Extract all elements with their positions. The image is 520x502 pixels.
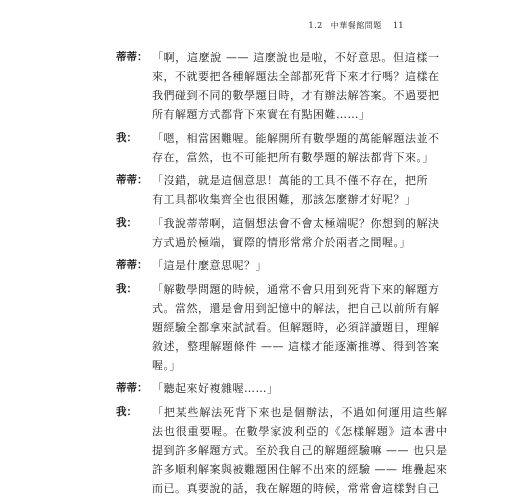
dialogue-turn	[116, 403, 448, 498]
speech-line: 喔。」	[152, 358, 181, 372]
speech-line: 許多順利解案與被難題困住解不出來的經驗 —— 堆疊起來	[152, 462, 448, 476]
speech-text	[152, 129, 440, 167]
speaker-label: 蒂蒂：	[116, 51, 148, 63]
speech-line: 所有解題方式都背下來實在有點困難……」	[152, 108, 371, 121]
dialogue-turn	[116, 171, 428, 209]
speaker-label: 我：	[116, 405, 137, 418]
dialogue-turn	[116, 129, 440, 167]
dialogue-turn	[116, 379, 409, 398]
speech-line: 而已。真要說的話，我在解題的時候，常常會這樣對自己	[152, 481, 440, 495]
speech-line: 「聽起來好複雜喔……」	[152, 382, 279, 395]
speaker-label: 我：	[116, 216, 137, 229]
speech-line: 題經驗全都拿來試試看。但解題時，必須詳讀題目，理解	[152, 320, 440, 334]
speech-line: 法也很重要喔。在數學家波利亞的《怎樣解題》這本書中	[152, 424, 448, 438]
speech-line: 我們碰到不同的數學題目時，才有辦法解答案。不過要把	[152, 89, 440, 102]
speech-line: 方式過於極端，實際的情形常常介於兩者之間喔。」	[152, 235, 411, 249]
speech-line: 「解數學問題的時候，通常不會只用到死背下來的解題方	[152, 282, 440, 296]
speech-line: 提到許多解題方式。至於我自己的解題經驗嘛 —— 也只是	[152, 443, 448, 457]
speech-text	[152, 256, 409, 275]
speech-line: 有工具都收集齊全也很困難，那該怎麼辦才好呢？」	[152, 193, 417, 206]
speaker-label: 蒂蒂：	[116, 259, 148, 271]
speech-text	[152, 379, 409, 398]
speech-line: 來，不就要把各種解題法全部都死背下來才行嗎？這樣在	[152, 70, 440, 83]
running-header	[308, 20, 404, 31]
speech-line: 「把某些解法死背下來也是個辦法，不過如何運用這些解	[152, 405, 448, 419]
speech-line: 「沒錯，就是這個意思！萬能的工具不僅不存在，把所	[152, 174, 428, 187]
speech-line: 敘述，整理解題條件 —— 這樣才能逐漸推導、得到答案	[152, 339, 440, 353]
dialogue-turn	[116, 256, 409, 275]
speaker-label: 我：	[116, 131, 137, 144]
speech-line: 「我說蒂蒂啊，這個想法會不會太極端呢？你想到的解決	[152, 216, 440, 230]
speech-text	[152, 48, 440, 124]
speaker-label: 我：	[116, 282, 137, 295]
speech-line: 「嗯，相當困難喔。能解開所有數學題的萬能解題法並不	[152, 131, 440, 145]
speech-text	[152, 280, 440, 375]
speech-text	[152, 214, 440, 252]
page-number: 11	[392, 21, 404, 30]
dialogue-turn	[116, 48, 440, 124]
speech-text	[152, 171, 428, 209]
speaker-label: 蒂蒂：	[116, 382, 148, 394]
speaker-label: 蒂蒂：	[116, 174, 148, 186]
speech-line: 存在，當然，也不可能把所有數學題的解法都背下來。」	[152, 150, 434, 164]
dialogue-body	[116, 48, 448, 502]
speech-line: 式。當然，還是會用到記憶中的解法，把自己以前所有解	[152, 301, 440, 315]
speech-line: 「啊，這麼說 —— 這麼說也是啦，不好意思。但這樣一	[152, 51, 440, 64]
dialogue-turn	[116, 214, 440, 252]
speech-line: 「這是什麼意思呢？」	[152, 259, 267, 272]
chapter-title: 中華餐館問題	[330, 21, 382, 30]
dialogue-turn	[116, 280, 440, 375]
section-number: 1.2	[308, 21, 323, 30]
speech-text	[152, 403, 448, 498]
